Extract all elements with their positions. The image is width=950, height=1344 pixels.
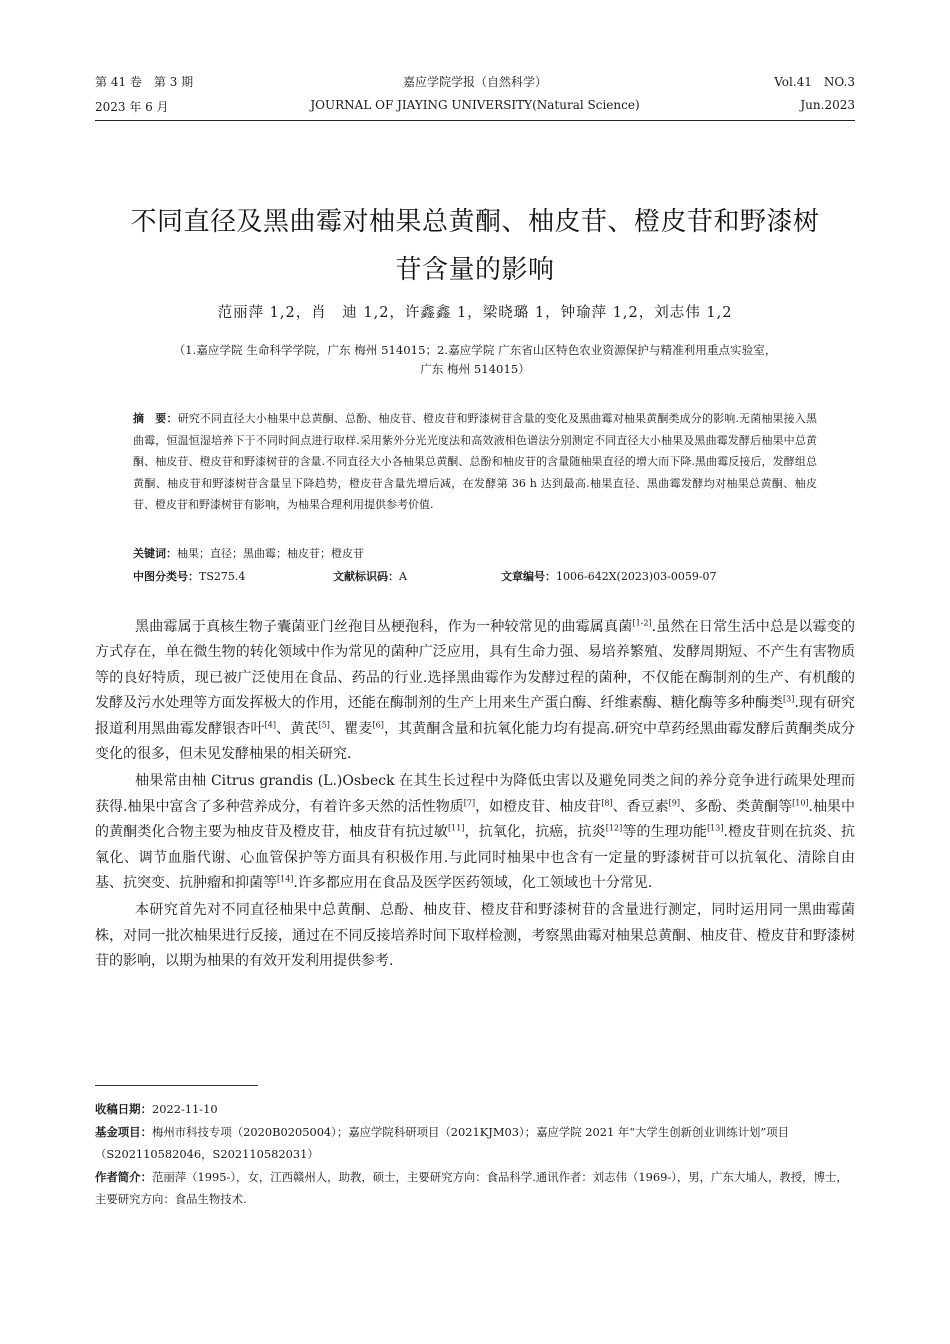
- paragraph-3: 本研究首先对不同直径柚果中总黄酮、总酚、柚皮苷、橙皮苷和野漆树苷的含量进行测定，同时运用同一黑曲霉菌株，对同一批次柚果进行反接，通过在不同反接培养时间下取样检测，考察黑曲霉对柚果总黄酮、柚皮苷、橙皮苷和野漆树苷的影响，以期为柚果的有效开发利用提供参考.: [95, 902, 855, 970]
- abstract-text: 研究不同直径大小柚果中总黄酮、总酚、柚皮苷、橙皮苷和野漆树苷含量的变化及黑曲霉对柚果黄酮类成分的影响.无菌柚果接入黑曲霉，恒温恒湿培养下于不同时间点进行取样.采用紫外分光光度法和高效液相色谱法分别测定不同直径大小柚果及黑曲霉发酵后柚果中总黄酮、柚皮苷、橙皮苷和野漆树苷的含量.不同直径大小各柚果总黄酮、总酚和柚皮苷的含量随柚果直径的增大而下降.黑曲霉反接后，发酵组总黄酮、柚皮苷和野漆树苷含量呈下降趋势，橙皮苷含量先增后减，在发酵第 36 h 达到最高.柚果直径、黑曲霉发酵均对柚果总黄酮、柚皮苷、橙皮苷和野漆树苷有影响，为柚果合理利用提供参考价值.: [133, 412, 817, 511]
- citation[interactable]: [11]: [448, 823, 465, 833]
- title-line-1: 不同直径及黑曲霉对柚果总黄酮、柚皮苷、橙皮苷和野漆树: [130, 207, 820, 237]
- citation[interactable]: [4]: [264, 719, 277, 729]
- journal-name-cn: 嘉应学院学报（自然科学）: [402, 75, 548, 89]
- citation[interactable]: [13]: [707, 823, 724, 833]
- funding: 基金项目：梅州市科技专项（2020B0205004）；嘉应学院科研项目（2021KJM03）；嘉应学院 2021 年“大学生创新创业训练计划”项目（S202110582046，S202110582031）: [95, 1124, 789, 1161]
- abstract: [133, 408, 817, 516]
- paper-title: [95, 198, 855, 294]
- affiliations: [110, 341, 840, 379]
- document-code: 文献标识码：A: [333, 570, 407, 583]
- paragraph-2: 柚果常由柚 Citrus grandis (L.)Osbeck 在其生长过程中为降低虫害以及避免同类之间的养分竞争进行疏果处理而获得.柚果中富含了多种营养成分，有着许多天然的活性物质[7]，如橙皮苷、柚皮苷[8]、香豆素[9]、多酚、类黄酮等[10].柚果中的黄酮类化合物主要为柚皮苷及橙皮苷，柚皮苷有抗过敏[11]，抗氧化，抗癌，抗炎[12]等的生理功能[13].橙皮苷则在抗炎、抗氧化、调节血脂代谢、心血管保护等方面具有积极作用.与此同时柚果中也含有一定量的野漆树苷可以抗氧化、清除自由基、抗突变、抗肿瘤和抑菌等[14].许多都应用在食品及医学医药领域，化工领域也十分常见.: [95, 773, 856, 892]
- publication-date-en: Jun.2023: [800, 98, 855, 112]
- paragraph-1: 黑曲霉属于真核生物子囊菌亚门丝孢目丛梗孢科，作为一种较常见的曲霉属真菌[1-2].虽然在日常生活中总是以霉变的方式存在，单在微生物的转化领域中作为常见的菌种广泛应用，具有生命力强、易培养繁殖、发酵周期短、不产生有害物质等的良好特质，现已被广泛使用在食品、药品的行业.选择黑曲霉作为发酵过程的菌种，不仅能在酶制剂的生产、有机酸的发酵及污水处理等方面发挥极大的作用，还能在酶制剂的生产上用来生产蛋白酶、纤维素酶、糖化酶等多种酶类[3].现有研究报道利用黑曲霉发酵银杏叶[4]、黄芪[5]、瞿麦[6]，其黄酮含量和抗氧化能力均有提高.研究中草药经黑曲霉发酵后黄酮类成分变化的很多，但未见发酵柚果的相关研究.: [95, 618, 856, 763]
- clc-number: 中图分类号：TS275.4: [133, 570, 246, 583]
- citation[interactable]: [14]: [277, 874, 294, 884]
- keywords-text: 柚果；直径；黑曲霉；柚皮苷；橙皮苷: [177, 547, 364, 560]
- received-date: 收稿日期：2022-11-10: [95, 1102, 218, 1116]
- volume-issue-en: Vol.41 NO.3: [774, 75, 855, 89]
- citation[interactable]: [5]: [318, 719, 330, 729]
- keywords: [133, 545, 364, 561]
- citation[interactable]: [3]: [783, 694, 795, 704]
- author-list: 范丽萍 1,2，肖 迪 1,2，许鑫鑫 1，梁晓璐 1，钟瑜萍 1,2，刘志伟 1,2: [217, 305, 733, 321]
- author-bio: 作者简介：范丽萍（1995-），女，江西赣州人，助教，硕士，主要研究方向：食品科学.通讯作者：刘志伟（1969-），男，广东大埔人，教授，博士，主要研究方向：食品生物技术.: [95, 1169, 848, 1206]
- citation[interactable]: [8]: [601, 798, 613, 808]
- title-line-2: 苷含量的影响: [395, 255, 555, 285]
- citation[interactable]: [10]: [792, 798, 809, 808]
- footnote-divider: [95, 1085, 258, 1086]
- footnotes: [95, 1098, 855, 1211]
- citation[interactable]: [12]: [605, 823, 623, 833]
- body-text: [95, 615, 855, 977]
- keywords-label: 关键词：: [133, 547, 177, 560]
- article-number: 文章编号：1006-642X(2023)03-0059-07: [501, 570, 717, 583]
- volume-issue: 第 41 卷 第 3 期: [95, 75, 194, 89]
- citation[interactable]: [6]: [372, 719, 384, 729]
- citation[interactable]: [7]: [463, 798, 476, 808]
- affiliation-line-1: （1.嘉应学院 生命科学学院，广东 梅州 514015；2.嘉应学院 广东省山区特色农业资源保护与精准利用重点实验室，: [173, 343, 777, 357]
- journal-name-en: JOURNAL OF JIAYING UNIVERSITY(Natural Science): [310, 98, 640, 112]
- affiliation-line-2: 广东 梅州 514015）: [420, 362, 530, 376]
- header-divider: [95, 120, 855, 121]
- citation[interactable]: [1-2]: [632, 618, 652, 628]
- publication-date-cn: 2023 年 6 月: [95, 100, 169, 114]
- citation[interactable]: [9]: [668, 798, 680, 808]
- abstract-label: 摘 要：: [133, 412, 178, 425]
